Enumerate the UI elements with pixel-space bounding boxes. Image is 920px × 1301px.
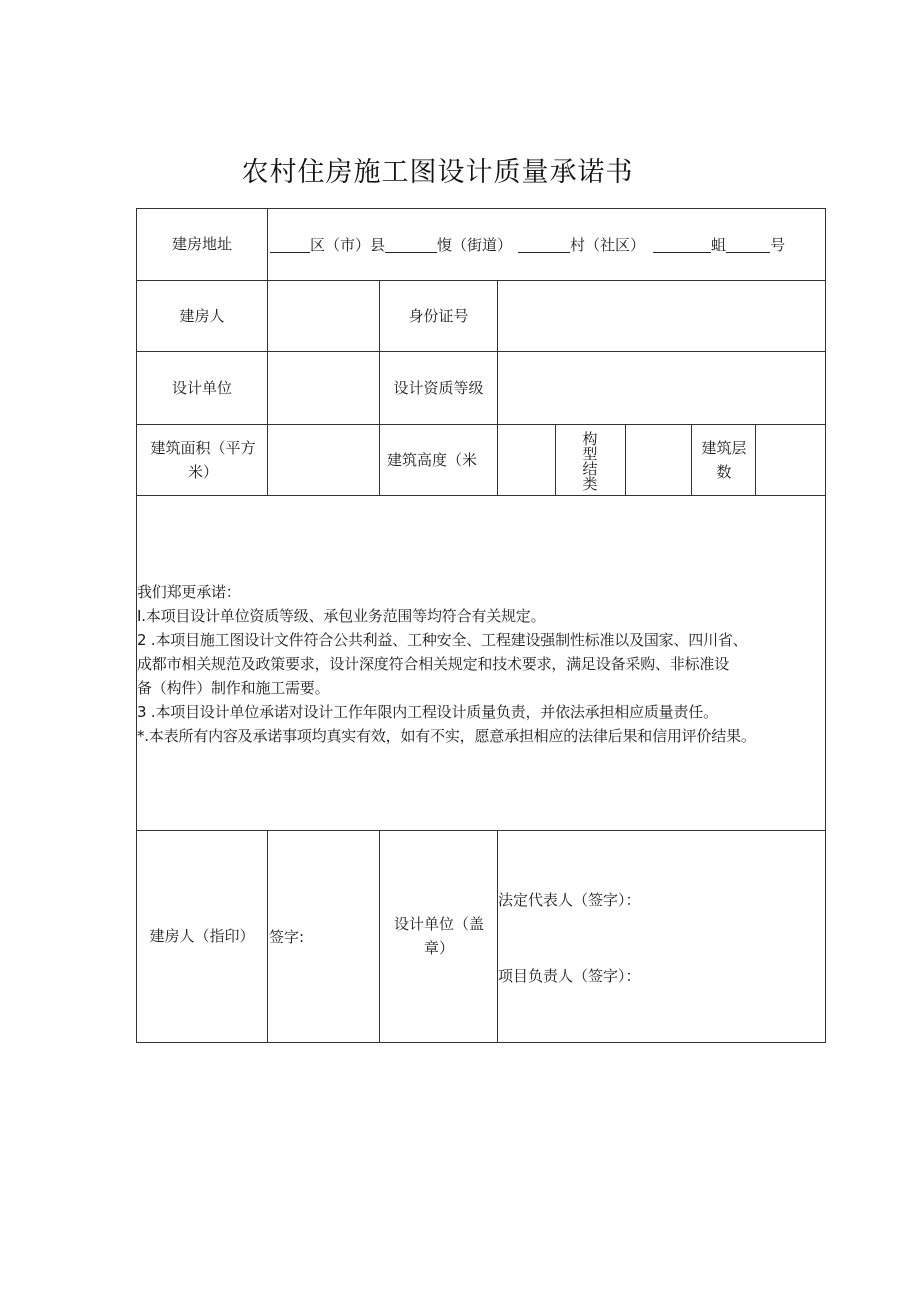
building-height-label: 建筑高度（米	[387, 450, 478, 469]
promise-item: 2 .本项目施工图设计文件符合公共利益、工种安全、工程建设强制性标准以及国家、四川省、	[137, 631, 748, 649]
promise-section	[137, 580, 827, 748]
town-text: 愎（街道）	[437, 235, 513, 254]
legal-representative-signature-label: 法定代表人（签字）：	[498, 891, 641, 909]
owner-label: 建房人	[179, 306, 225, 325]
structure-char: 结	[582, 460, 598, 478]
col-divider	[497, 830, 498, 1042]
promise-item: *.本表所有内容及承诺事项均真实有效，如有不实，愿意承担相应的法律后果和信用评价结果。	[137, 727, 756, 745]
design-unit-label: 设计单位	[171, 378, 232, 397]
structure-char: 型	[582, 445, 598, 463]
col-divider	[379, 830, 380, 1042]
promise-item: I.本项目设计单位资质等级、承包业务范围等均符合有关规定。	[137, 607, 546, 625]
owner-value-field[interactable]	[268, 281, 379, 351]
promise-item: 成都市相关规范及政策要求，设计深度符合相关规定和技术要求，满足设备采购、非标准设	[137, 655, 730, 673]
structure-type-field[interactable]	[626, 425, 691, 495]
building-area-label: 建筑面积（平方米）	[150, 438, 256, 481]
promise-heading: 我们郑更承诺：	[137, 583, 241, 601]
row-divider	[136, 495, 826, 496]
address-field[interactable]	[270, 208, 826, 280]
village-blank[interactable]	[518, 236, 570, 253]
district-text: 区（市）县	[310, 235, 386, 254]
table-border-bottom	[136, 1042, 826, 1043]
id-number-field[interactable]	[498, 281, 825, 351]
design-unit-field[interactable]	[268, 352, 379, 424]
project-lead-signature-label: 项目负责人（签字）：	[498, 967, 641, 985]
qualification-label: 设计资质等级	[393, 378, 484, 397]
structure-type-label	[556, 426, 624, 494]
group-text: 蛆	[711, 235, 727, 254]
number-text: 号	[770, 235, 786, 254]
number-blank[interactable]	[726, 236, 770, 253]
owner-signature-label: 签字:	[269, 928, 305, 946]
owner-fingerprint-label: 建房人（指印）	[149, 927, 255, 945]
structure-char: 类	[582, 475, 598, 493]
qualification-field[interactable]	[498, 352, 825, 424]
floors-field[interactable]	[756, 425, 825, 495]
structure-char: 构	[582, 430, 598, 448]
group-blank[interactable]	[653, 236, 711, 253]
col-divider	[267, 830, 268, 1042]
building-area-field[interactable]	[268, 425, 379, 495]
id-number-label: 身份证号	[408, 306, 469, 325]
village-text: 村（社区）	[570, 235, 646, 254]
district-blank[interactable]	[270, 236, 310, 253]
address-label: 建房地址	[171, 235, 232, 253]
design-unit-seal-label: 设计单位（盖章）	[393, 915, 484, 957]
town-blank[interactable]	[385, 236, 437, 253]
document-title: 农村住房施工图设计质量承诺书	[241, 157, 634, 188]
building-height-field[interactable]	[498, 425, 555, 495]
floors-label: 建筑层数	[701, 438, 747, 481]
promise-item: 3 .本项目设计单位承诺对设计工作年限内工程设计质量负责，并依法承担相应质量责任。	[137, 703, 718, 721]
col-divider	[267, 208, 268, 280]
col-divider	[691, 424, 692, 495]
promise-item: 备（构件）制作和施工需要。	[137, 679, 330, 697]
